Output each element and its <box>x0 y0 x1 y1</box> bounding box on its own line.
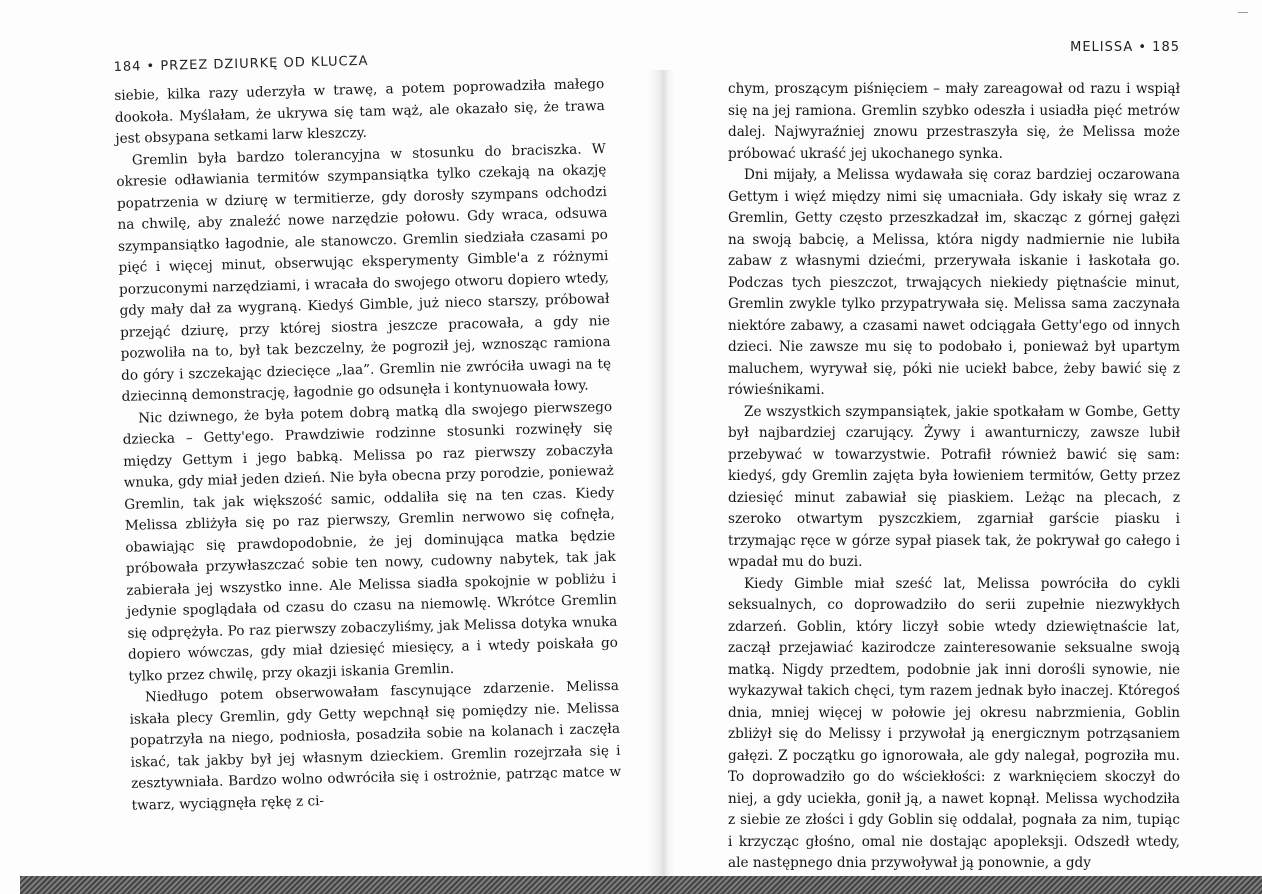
paragraph: siebie, kilka razy uderzyła w trawę, a potem poprowadziła małego dookoła. Myślałam, że ukrywa się tam wąż, ale okazało się, że trawa jest obsypana setkami larw kleszczy. <box>114 76 605 147</box>
right-running-head: MELISSA • 185 <box>1070 40 1180 55</box>
book-gutter <box>648 70 676 890</box>
paragraph: Ze wszystkich szympansiątek, jakie spotkałam w Gombe, Getty był najbardziej czarujący. Żywy i awanturniczy, zawsze lubił przebywać w towarzystwie. Potrafił również bawić się sam: kiedyś, gdy Gremlin zajęta była łowieniem termitów, Getty przez dziesięć minut zabawiał się piaskiem. Leżąc na plecach, z szeroko otwartym pyszczkiem, zgarniał garście piasku i trzymając ręce w górze sypał piasek tak, że pokrywał go całego i wpadał mu do buzi. <box>728 403 1180 570</box>
scan-edge-shadow <box>20 876 1262 894</box>
edge-mark <box>1238 12 1248 13</box>
left-running-head: 184 • PRZEZ DZIURKĘ OD KLUCZA <box>113 53 369 75</box>
left-body-text <box>114 74 622 817</box>
paragraph: Niedługo potem obserwowałam fascynujące zdarzenie. Melissa iskała plecy Gremlin, gdy Getty wepchnął się pomiędzy nie. Melissa popatrzyła na niego, podniosła, posadziła sobie na kolanach i zaczęła iskać, tak jakby był jej własnym dzieckiem. Gremlin rozejrzała się i zesztywniała. Bardzo wolno odwróciła się i ostrożnie, patrząc matce w twarz, wyciągnęła rękę z ci- <box>129 677 622 814</box>
paragraph: chym, proszącym piśnięciem – mały zareagował od razu i wspiął się na jej ramiona. Gremlin szybko odeszła i usiadła pięć metrów dalej. Najwyraźniej znowu przestraszyła się, że Melissa może próbować ukraść jej ukochanego synka. <box>728 81 1180 162</box>
paragraph: Kiedy Gimble miał sześć lat, Melissa powróciła do cykli seksualnych, co doprowadziło do serii zupełnie niezwykłych zdarzeń. Goblin, który liczył sobie wtedy dziewiętnaście lat, zaczął przejawiać kazirodcze zainteresowanie seksualne swoją matką. Nigdy przedtem, podobnie jak inni dorośli synowie, nie wykazywał takich chęci, tym razem jednak było inaczej. Któregoś dnia, mniej więcej w połowie jej okresu nabrzmienia, Goblin zbliżył się do Melissy i przywołał ją energicznym potrząsaniem gałęzi. Z początku go ignorowała, ale gdy nalegał, pogroziła mu. To doprowadziło go do wściekłości: z warknięciem skoczył do niej, a gdy uciekła, gonił ją, a nawet kopnął. Melissa wychodziła z siebie ze złości i gdy Goblin się oddalał, pognała za nim, tupiąc i krzycząc głośno, omal nie dostając apopleksji. Odszedł wtedy, ale następnego dnia przywoływał ją ponownie, a gdy <box>728 575 1180 871</box>
right-body-text <box>728 79 1180 875</box>
paragraph: Dni mijały, a Melissa wydawała się coraz bardziej oczarowana Gettym i więź między nimi się umacniała. Gdy iskały się wraz z Gremlin, Getty często przeszkadzał im, skacząc z górnej gałęzi na swoją babcię, a Melissa, która nigdy nadmiernie nie lubiła zabaw z własnymi dziećmi, przerywała iskanie i łaskotała go. Podczas tych pieszczot, trwających niekiedy piętnaście minut, Gremlin zwykle tylko przypatrywała się. Melissa sama zaczynała niektóre zabawy, a czasami nawet odciągała Getty'ego od innych dzieci. Nie zawsze mu się to podobało i, ponieważ był upartym maluchem, wyrywał się, póki nie uciekł babce, żeby bawić się z rówieśnikami. <box>728 167 1180 398</box>
paragraph: Nic dziwnego, że była potem dobrą matką dla swojego pierwszego dziecka – Getty'ego. Prawdziwie rodzinne stosunki rozwinęły się między Gettym i jego babką. Melissa po raz pierwszy zobaczyła wnuka, gdy miał jeden dzień. Nie była obecna przy porodzie, ponieważ Gremlin, tak jak większość samic, oddaliła się na ten czas. Kiedy Melissa zbliżyła się po raz pierwszy, Gremlin nerwowo się cofnęła, obawiając się prawdopodobnie, że jej dominująca matka będzie próbowała przywłaszczać sobie ten nowy, cudowny nabytek, tak jak zabierała jej wszystko inne. Ale Melissa siadła spokojnie w pobliżu i jedynie spoglądała od czasu do czasu na niemowlę. Wkrótce Gremlin się odprężyła. Po raz pierwszy zobaczyliśmy, jak Melissa dotyka wnuka dopiero wówczas, gdy miał dziesięć miesięcy, a i wtedy poiskała go tylko przez chwilę, przy okazji iskania Gremlin. <box>122 398 619 685</box>
paragraph: Gremlin była bardzo tolerancyjna w stosunku do braciszka. W okresie odławiania termitów szympansiątka tylko czekają na okazję popatrzenia w dziurę w termitierze, gdy dorosły szympans odchodzi na chwilę, aby znaleźć nowe narzędzie połowu. Gdy wraca, odsuwa szympansiątko łagodnie, ale stanowczo. Gremlin siedziała czasami po pięć i więcej minut, obserwując eksperymenty Gimble'a z różnymi porzuconymi narzędziami, i wracała do swojego otworu dopiero wtedy, gdy mały dał za wygraną. Kiedyś Gimble, już nieco starszy, próbował przejąć dziurę, przy której siostra jeszcze pracowała, a gdy nie pozwoliła na to, był tak bezczelny, że pogroził jej, wznosząc ramiona do góry i szczekając dziecięce „laa”. Gremlin nie zwróciła uwagi na tę dziecinną demonstrację, łagodnie go odsunęła i kontynuowała łowy. <box>116 140 612 405</box>
